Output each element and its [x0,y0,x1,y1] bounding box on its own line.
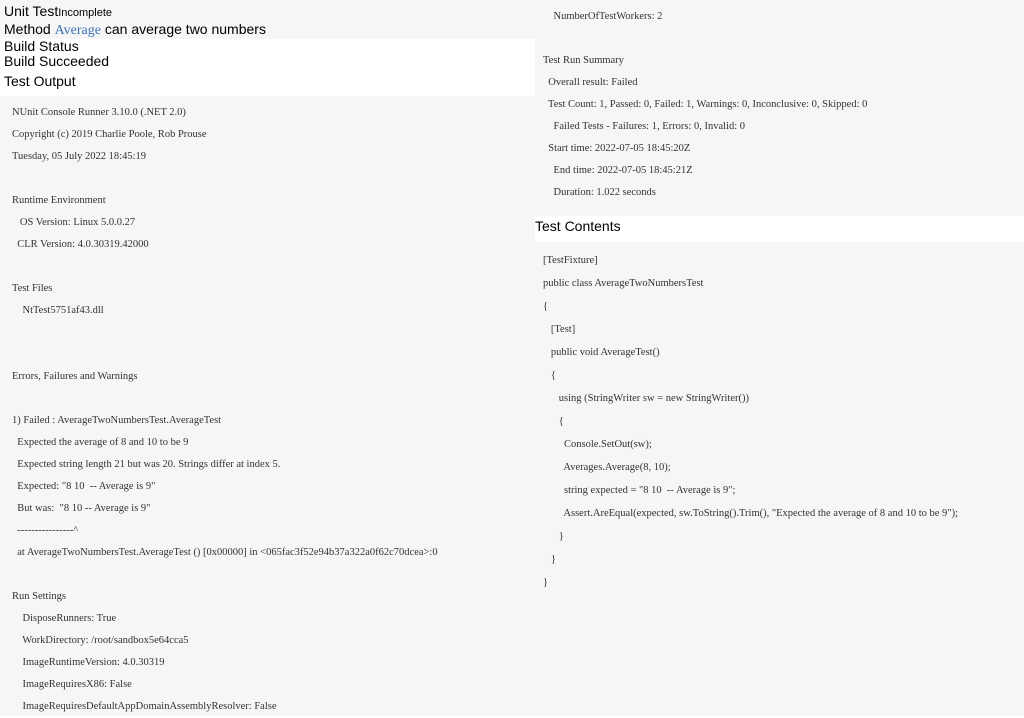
build-status-label: Build Status [0,39,535,54]
code-line: { [543,416,564,427]
output-line: Expected string length 21 but was 20. Strings differ at index 5. [12,459,281,470]
output-line: WorkDirectory: /root/sandbox5e64cca5 [12,635,189,646]
code-line: public class AverageTwoNumbersTest [543,278,704,289]
output-line: NtTest5751af43.dll [12,305,104,316]
output-line: ImageRequiresDefaultAppDomainAssemblyResolver: False [12,701,277,712]
test-contents-heading: Test Contents [535,216,1024,242]
output-line [12,564,535,586]
method-link[interactable]: Average [54,23,101,38]
output-line [12,344,535,366]
test-header [0,0,535,39]
page-title [0,0,535,21]
output-line: Runtime Environment [12,195,106,206]
output-line: ----------------^ [12,525,79,536]
output-line [12,322,535,344]
output-line: ImageRequiresX86: False [12,679,132,690]
output-line: Run Settings [12,591,66,602]
code-line: } [543,554,556,565]
code-line: } [543,531,564,542]
output-line: OS Version: Linux 5.0.0.27 [12,217,136,228]
output-line: Expected: "8 10 -- Average is 9" [12,481,156,492]
output-line [12,168,535,190]
code-line: [TestFixture] [543,255,598,266]
method-prefix: Method [4,21,55,37]
test-output-panel[interactable] [0,96,535,716]
code-line: { [543,301,549,312]
code-line: Console.SetOut(sw); [543,439,652,450]
summary-line: Duration: 1.022 seconds [543,187,656,198]
output-line [12,388,535,410]
code-line: [Test] [543,324,576,335]
output-line: ImageRuntimeVersion: 4.0.30319 [12,657,165,668]
test-output-heading: Test Output [0,69,535,93]
output-line: NUnit Console Runner 3.10.0 (.NET 2.0) [12,107,186,118]
summary-line: NumberOfTestWorkers: 2 [543,11,663,22]
summary-line [543,28,1024,50]
summary-line: Start time: 2022-07-05 18:45:20Z [543,143,691,154]
output-line: But was: "8 10 -- Average is 9" [12,503,151,514]
code-line: using (StringWriter sw = new StringWriter()) [543,393,749,404]
output-line: Copyright (c) 2019 Charlie Poole, Rob Prouse [12,129,207,140]
output-line: Errors, Failures and Warnings [12,371,138,382]
test-contents-panel[interactable] [535,242,1024,716]
summary-line: Test Count: 1, Passed: 0, Failed: 1, Warnings: 0, Inconclusive: 0, Skipped: 0 [543,99,868,110]
output-line: Tuesday, 05 July 2022 18:45:19 [12,151,146,162]
method-suffix: can average two numbers [100,21,266,37]
summary-line: Failed Tests - Failures: 1, Errors: 0, Invalid: 0 [543,121,746,132]
output-line: CLR Version: 4.0.30319.42000 [12,239,149,250]
output-line: DisposeRunners: True [12,613,117,624]
build-result: Build Succeeded [0,54,535,69]
code-line: Averages.Average(8, 10); [543,462,671,473]
right-column [535,0,1024,716]
output-line: Expected the average of 8 and 10 to be 9 [12,437,189,448]
summary-line: Overall result: Failed [543,77,638,88]
title-text: Unit Test [4,3,59,19]
summary-line: Test Run Summary [543,55,624,66]
code-line: Assert.AreEqual(expected, sw.ToString().Trim(), "Expected the average of 8 and 10 to be 9"); [543,508,958,519]
code-line: { [543,370,556,381]
status-badge: Incomplete [58,7,113,19]
summary-line: End time: 2022-07-05 18:45:21Z [543,165,693,176]
output-line: 1) Failed : AverageTwoNumbersTest.AverageTest [12,415,222,426]
code-line: public void AverageTest() [543,347,660,358]
output-line: Test Files [12,283,53,294]
code-line: string expected = "8 10 -- Average is 9"; [543,485,736,496]
test-summary-panel[interactable] [535,0,1024,216]
code-line: } [543,577,549,588]
output-line [12,256,535,278]
method-description [0,21,535,39]
output-line: at AverageTwoNumbersTest.AverageTest () [0x00000] in <065fac3f52e94b37a322a0f62c70dcea>:0 [12,547,438,558]
